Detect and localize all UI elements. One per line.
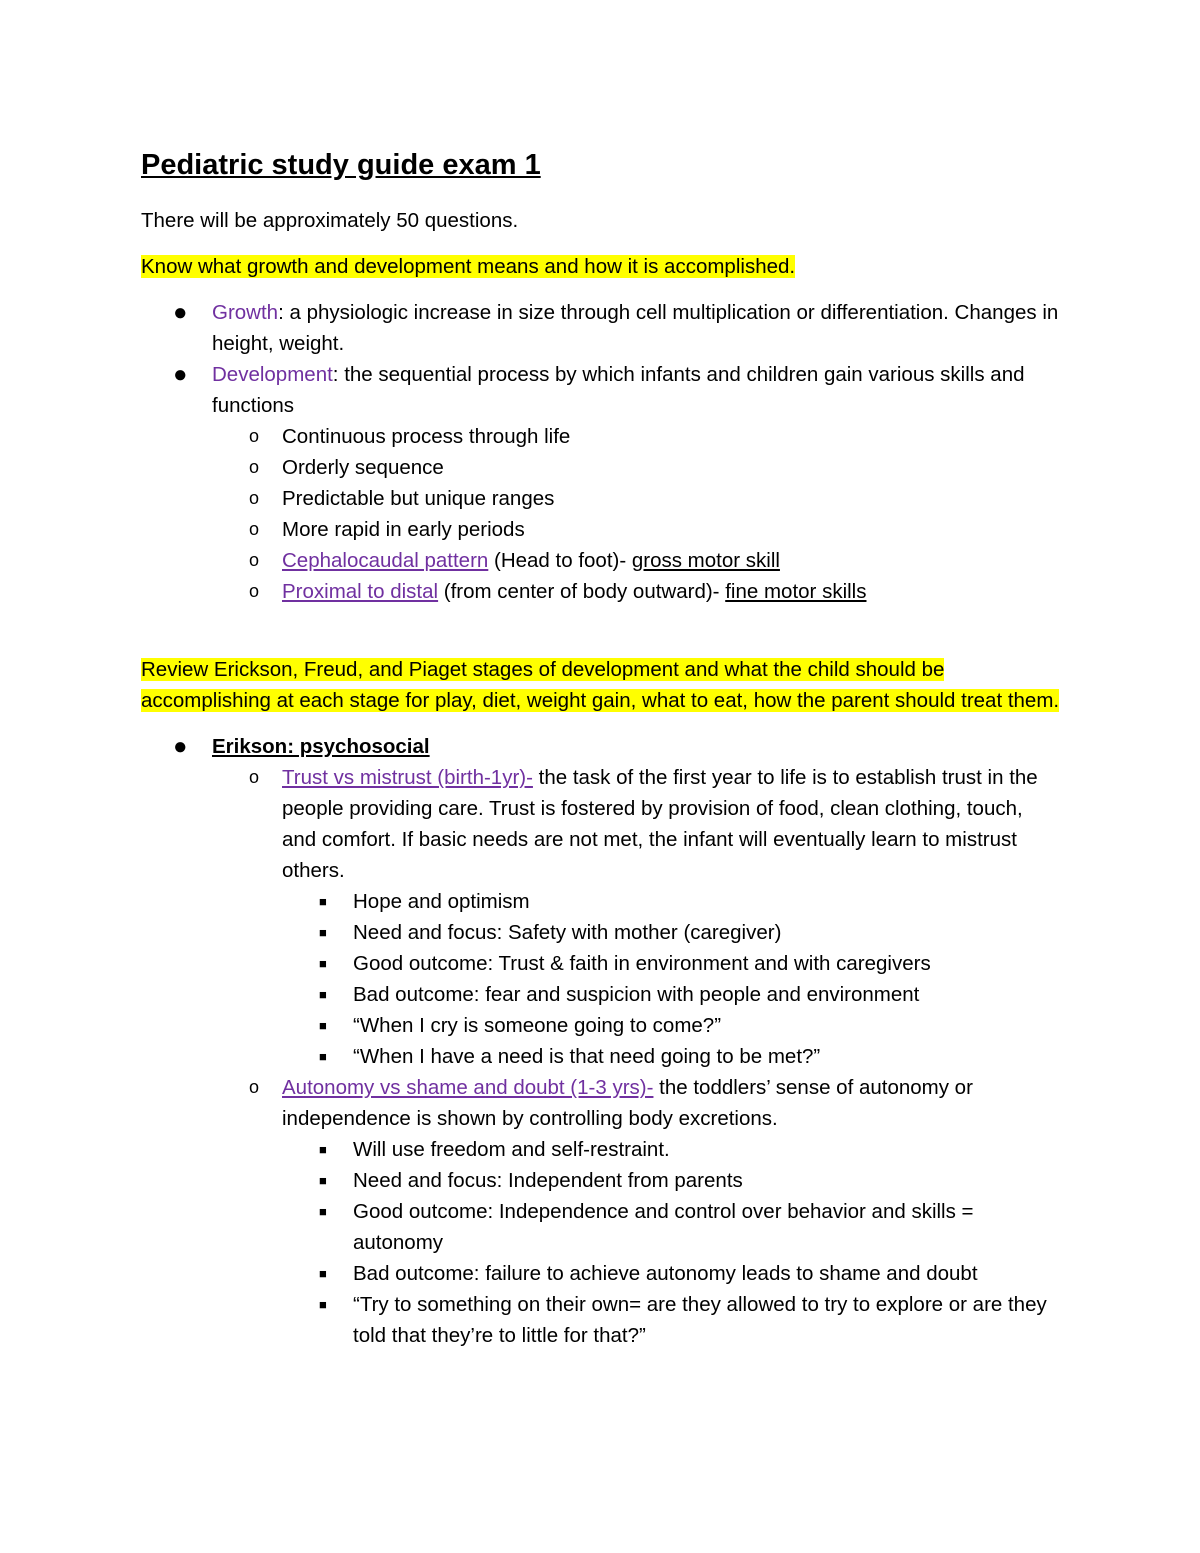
square-bullet-icon: ■ <box>319 956 327 971</box>
circle-bullet-icon: o <box>249 457 260 477</box>
term-autonomy: Autonomy vs shame and doubt (1-3 yrs)- <box>282 1076 654 1099</box>
circle-bullet-icon: o <box>249 1077 260 1097</box>
bullet-icon: ● <box>173 733 188 760</box>
highlighted-text: Review Erickson, Freud, and Piaget stages of development and what the child should be accomplishing at each stage for play, diet, weight gain, what to eat, how the parent should treat them. <box>141 658 1060 712</box>
erikson-label: Erikson: psychosocial <box>212 735 430 758</box>
autonomy-description: the toddlers’ sense of autonomy or independence is shown by controlling body excretions. <box>282 1076 973 1130</box>
development-sublist <box>141 421 1061 607</box>
highlighted-text: Know what growth and development means and how it is accomplished. <box>141 255 796 278</box>
list-item-erikson <box>141 731 1061 762</box>
term-trust: Trust vs mistrust (birth-1yr)- <box>282 766 533 789</box>
section1-list <box>141 297 1061 421</box>
list-item: ■ Need and focus: Independent from parents <box>141 1165 1061 1196</box>
list-item-cephalocaudal: o Cephalocaudal pattern (Head to foot)- gross motor skill <box>141 545 1061 576</box>
erikson-stages-cont <box>141 1072 1061 1134</box>
document-title: Pediatric study guide exam 1 <box>141 149 541 181</box>
circle-bullet-icon: o <box>249 581 260 601</box>
circle-bullet-icon: o <box>249 426 260 446</box>
list-item: ■ Good outcome: Trust & faith in environment and with caregivers <box>141 948 1061 979</box>
square-bullet-icon: ■ <box>319 1018 327 1033</box>
list-item: ■ “When I cry is someone going to come?” <box>141 1010 1061 1041</box>
circle-bullet-icon: o <box>249 767 260 787</box>
term-development: Development <box>212 363 333 386</box>
document-body <box>141 145 1061 1351</box>
section2-list <box>141 731 1061 762</box>
bullet-icon: ● <box>173 299 188 326</box>
list-item: ■ Hope and optimism <box>141 886 1061 917</box>
term-growth: Growth <box>212 301 279 324</box>
list-item: o Orderly sequence <box>141 452 1061 483</box>
circle-bullet-icon: o <box>249 488 260 508</box>
square-bullet-icon: ■ <box>319 1142 327 1157</box>
square-bullet-icon: ■ <box>319 1049 327 1064</box>
list-item: ■ Good outcome: Independence and control over behavior and skills = autonomy <box>141 1196 1061 1258</box>
list-item: o Continuous process through life <box>141 421 1061 452</box>
section1-heading <box>141 251 1061 282</box>
growth-definition: : a physiologic increase in size through cell multiplication or differentiation. Changes in height, weight. <box>212 301 1059 355</box>
stage-autonomy <box>141 1072 1061 1134</box>
list-item: ■ Bad outcome: fear and suspicion with people and environment <box>141 979 1061 1010</box>
list-item: o Predictable but unique ranges <box>141 483 1061 514</box>
square-bullet-icon: ■ <box>319 1297 327 1312</box>
list-item: ■ “Try to something on their own= are they allowed to try to explore or are they told that they’re to little for that?” <box>141 1289 1061 1351</box>
autonomy-sublist <box>141 1134 1061 1351</box>
square-bullet-icon: ■ <box>319 894 327 909</box>
circle-bullet-icon: o <box>249 519 260 539</box>
list-item: ■ Will use freedom and self-restraint. <box>141 1134 1061 1165</box>
square-bullet-icon: ■ <box>319 1266 327 1281</box>
list-item-proximal-distal: o Proximal to distal (from center of body outward)- fine motor skills <box>141 576 1061 607</box>
intro-text: There will be approximately 50 questions. <box>141 209 519 232</box>
stage-trust <box>141 762 1061 886</box>
gross-motor-skill: gross motor skill <box>631 549 780 572</box>
square-bullet-icon: ■ <box>319 925 327 940</box>
fine-motor-skills: fine motor skills <box>725 580 867 603</box>
section2-heading <box>141 654 1061 716</box>
list-item-development <box>141 359 1061 421</box>
development-definition: : the sequential process by which infants and children gain various skills and functions <box>212 363 1025 417</box>
list-item: ■ Need and focus: Safety with mother (caregiver) <box>141 917 1061 948</box>
list-item-growth <box>141 297 1061 359</box>
list-item: o More rapid in early periods <box>141 514 1061 545</box>
square-bullet-icon: ■ <box>319 1173 327 1188</box>
circle-bullet-icon: o <box>249 550 260 570</box>
bullet-icon: ● <box>173 361 188 388</box>
list-item: ■ Bad outcome: failure to achieve autonomy leads to shame and doubt <box>141 1258 1061 1289</box>
square-bullet-icon: ■ <box>319 987 327 1002</box>
square-bullet-icon: ■ <box>319 1204 327 1219</box>
trust-sublist <box>141 886 1061 1072</box>
term-proximal-distal: Proximal to distal <box>282 580 439 603</box>
term-cephalocaudal: Cephalocaudal pattern <box>282 549 489 572</box>
list-item: ■ “When I have a need is that need going to be met?” <box>141 1041 1061 1072</box>
erikson-stages <box>141 762 1061 886</box>
trust-description: the task of the first year to life is to establish trust in the people providing care. Trust is fostered by provision of food, clean clothing, touch, and comfort. If basic needs are not met, the infant will eventually learn to mistrust others. <box>282 766 1038 882</box>
